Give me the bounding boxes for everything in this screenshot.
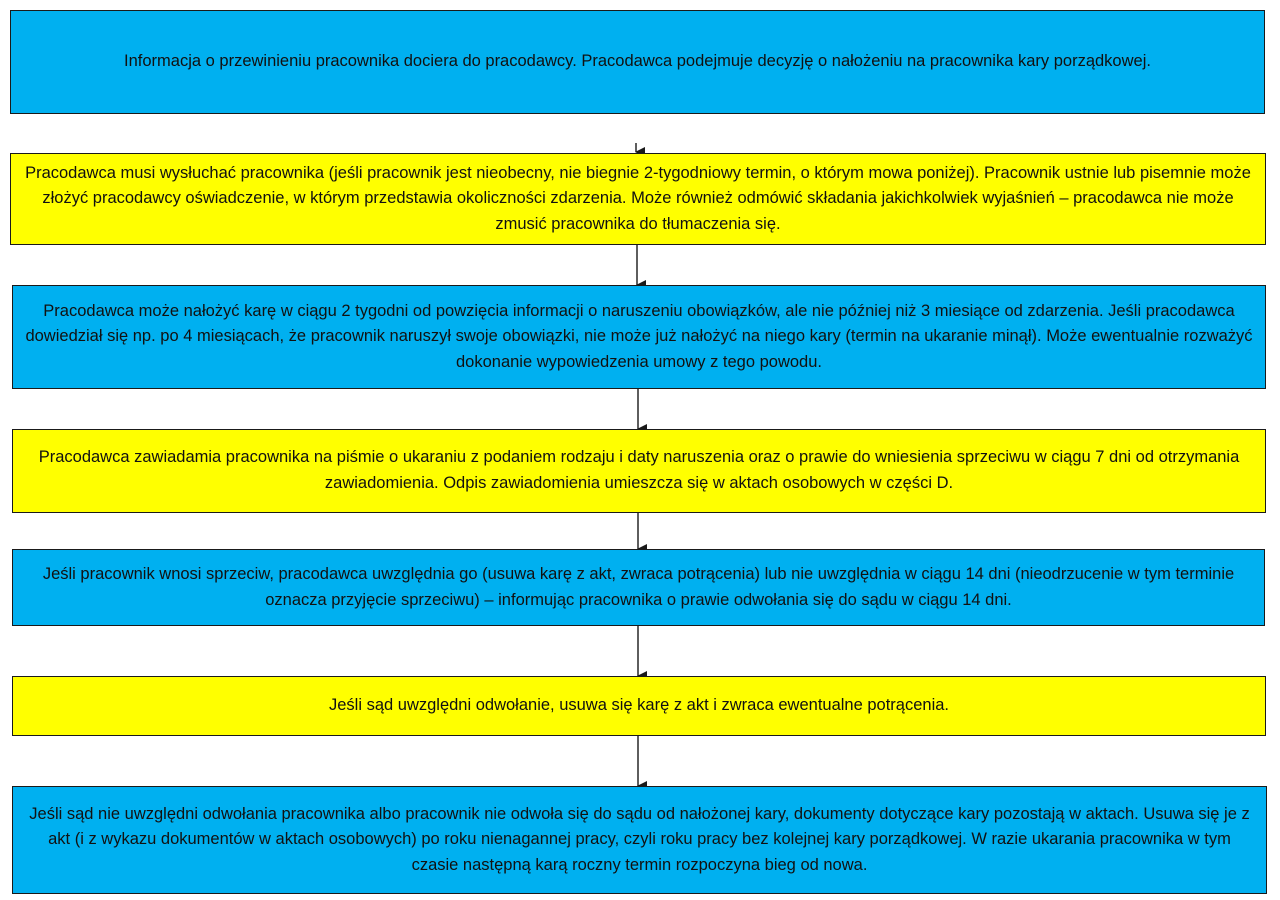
flow-step-5-text: Jeśli pracownik wnosi sprzeciw, pracodawca uwzględnia go (usuwa karę z akt, zwraca potrącenia) lub nie uwzględnia w ciągu 14 dni (nieodrzucenie w tym terminie oznacza przyjęcie sprzeciwu) – informując pracownika o prawie odwołania się do sądu w ciągu 14 dni.: [42, 564, 1235, 609]
flow-step-7-text: Jeśli sąd nie uwzględni odwołania pracownika albo pracownik nie odwoła się do sądu od nałożonej kary, dokumenty dotyczące kary pozostają w aktach. Usuwa się je z akt (i z wykazu dokumentów w aktach osobowych) po roku nienagannej pracy, czyli roku pracy bez kolejnej kary porządkowej. W razie ukarania pracownika w tym czasie następną karą roczny termin rozpoczyna bieg od nowa.: [29, 804, 1250, 874]
flow-step-6-text: Jeśli sąd uwzględni odwołanie, usuwa się karę z akt i zwraca ewentualne potrącenia.: [328, 696, 949, 715]
flow-step-1-text: Informacja o przewinieniu pracownika dociera do pracodawcy. Pracodawca podejmuje decyzję o nałożeniu na pracownika kary porządkowej.: [124, 52, 1151, 71]
flow-step-5: [12, 549, 1265, 626]
flow-step-4: [12, 429, 1266, 513]
flow-step-6: [12, 676, 1266, 736]
flow-step-1: [10, 10, 1265, 114]
flow-step-3: [12, 285, 1266, 389]
flow-step-2: [10, 153, 1266, 245]
flow-step-4-text: Pracodawca zawiadamia pracownika na piśmie o ukaraniu z podaniem rodzaju i daty naruszenia oraz o prawie do wniesienia sprzeciwu w ciągu 7 dni od otrzymania zawiadomienia. Odpis zawiadomienia umieszcza się w aktach osobowych w części D.: [38, 448, 1240, 492]
flow-step-3-text: Pracodawca może nałożyć karę w ciągu 2 tygodni od powzięcia informacji o naruszeniu obowiązków, ale nie później niż 3 miesiące od zdarzenia. Jeśli pracodawca dowiedział się np. po 4 miesiącach, że pracownik naruszył swoje obowiązki, nie może już nałożyć na niego kary (termin na ukaranie minął). Może ewentualnie rozważyć dokonanie wypowiedzenia umowy z tego powodu.: [25, 301, 1253, 371]
flow-step-7: [12, 786, 1267, 894]
flow-step-2-text: Pracodawca musi wysłuchać pracownika (jeśli pracownik jest nieobecny, nie biegnie 2-tygodniowy termin, o którym mowa poniżej). Pracownik ustnie lub pisemnie może złożyć pracodawcy oświadczenie, w którym przedstawia okoliczności zdarzenia. Może również odmówić składania jakichkolwiek wyjaśnień – pracodawca nie może zmusić pracownika do tłumaczenia się.: [25, 163, 1251, 233]
